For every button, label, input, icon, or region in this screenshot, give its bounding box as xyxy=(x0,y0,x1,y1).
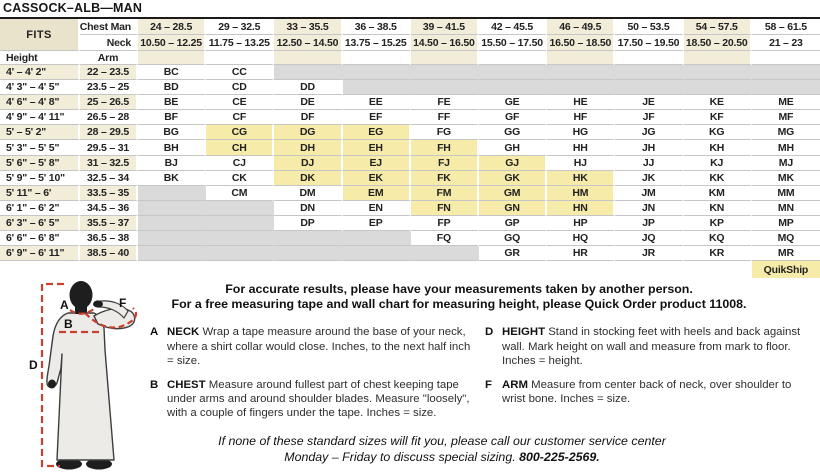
figure-hand-right xyxy=(93,301,103,308)
na-cell xyxy=(479,65,547,80)
instruction-letter: D xyxy=(485,326,494,339)
size-code-cell: CK xyxy=(206,171,274,186)
na-cell xyxy=(274,231,342,246)
neck-range-cell: 16.50 – 18.50 xyxy=(547,35,615,51)
size-code-cell: BJ xyxy=(138,156,206,171)
figure-label-d: D xyxy=(29,358,38,373)
na-cell xyxy=(411,246,479,261)
arm-cell: 31 – 32.5 xyxy=(80,156,138,171)
size-code-cell: CJ xyxy=(206,156,274,171)
figure-label-a: A xyxy=(60,298,69,313)
size-code-cell: DN xyxy=(274,201,342,216)
instruction-text: CHEST Measure around fullest part of chest keeping tape under arms and around shoulder blades. Measure "loosely", with a couple of fingers under the tape. Inches = size. xyxy=(167,378,470,420)
instruction-keyword: NECK xyxy=(167,326,203,339)
instruction-keyword: ARM xyxy=(502,378,532,391)
instruction-letter: B xyxy=(150,378,159,391)
height-cell: 4' 9" – 4' 11" xyxy=(0,110,80,125)
size-code-cell: BH xyxy=(138,140,206,155)
size-code-cell: KJ xyxy=(684,156,752,171)
arm-cell: 35.5 – 37 xyxy=(80,216,138,231)
na-cell xyxy=(343,80,411,95)
na-cell xyxy=(752,65,820,80)
figure-label-b: B xyxy=(64,317,73,332)
accuracy-note-line2: For a free measuring tape and wall chart for measuring height, please Quick Order product 11008. xyxy=(171,296,747,311)
measurement-figure xyxy=(2,280,142,475)
size-code-cell: GF xyxy=(479,110,547,125)
chest-range-cell: 54 – 57.5 xyxy=(684,19,752,35)
size-code-cell: JR xyxy=(615,246,683,261)
chest-range-cell: 46 – 49.5 xyxy=(547,19,615,35)
na-cell xyxy=(411,65,479,80)
phone-number: 800-225-2569. xyxy=(519,450,600,465)
empty-cell xyxy=(752,51,820,65)
page-title: CASSOCK–ALB—MAN xyxy=(0,0,820,19)
size-code-cell: MG xyxy=(752,125,820,140)
size-code-cell: KP xyxy=(684,216,752,231)
size-code-cell: EK xyxy=(343,171,411,186)
size-code-cell: FK xyxy=(411,171,479,186)
figure-label-f: F xyxy=(119,296,127,311)
size-code-cell: MP xyxy=(752,216,820,231)
na-cell xyxy=(684,80,752,95)
neck-label: Neck xyxy=(80,35,138,51)
size-code-cell: BF xyxy=(138,110,206,125)
size-code-cell: FQ xyxy=(411,231,479,246)
size-code-cell: JM xyxy=(615,186,683,201)
height-cell: 6' 3" – 6' 5" xyxy=(0,216,80,231)
figure-hand-left xyxy=(48,380,56,389)
size-code-cell: FE xyxy=(411,95,479,110)
size-code-cell: CE xyxy=(206,95,274,110)
na-cell xyxy=(138,231,206,246)
measuring-section xyxy=(0,278,820,475)
instruction-keyword: CHEST xyxy=(167,378,209,391)
instruction-letter: F xyxy=(485,378,492,391)
na-cell xyxy=(138,246,206,261)
size-code-cell: FP xyxy=(411,216,479,231)
size-code-cell: BG xyxy=(138,125,206,140)
size-code-cell: MN xyxy=(752,201,820,216)
instruction-text: HEIGHT Stand in stocking feet with heels and back against wall. Mark height on wall and measure from mark to floor. Inches = height. xyxy=(502,326,801,367)
arm-cell: 38.5 – 40 xyxy=(80,246,138,261)
accuracy-note xyxy=(148,282,770,311)
size-code-cell: HH xyxy=(547,140,615,155)
height-cell: 5' – 5' 2" xyxy=(0,125,80,140)
empty-cell xyxy=(138,51,206,65)
size-code-cell: MQ xyxy=(752,231,820,246)
size-code-cell: MJ xyxy=(752,156,820,171)
size-code-cell: FM xyxy=(411,186,479,201)
na-cell xyxy=(343,231,411,246)
size-code-cell: KE xyxy=(684,95,752,110)
size-code-cell: GM xyxy=(479,186,547,201)
height-cell: 5' 9" – 5' 10" xyxy=(0,171,80,186)
na-cell xyxy=(206,201,274,216)
instruction-text: NECK Wrap a tape measure around the base of your neck, where a shirt collar would close. Inches, to the next half inch = size. xyxy=(167,326,471,367)
arm-cell: 28 – 29.5 xyxy=(80,125,138,140)
size-code-cell: GH xyxy=(479,140,547,155)
arm-cell: 33.5 – 35 xyxy=(80,186,138,201)
size-code-cell: EF xyxy=(343,110,411,125)
chest-range-cell: 36 – 38.5 xyxy=(343,19,411,35)
figure-head xyxy=(70,281,93,309)
size-code-cell: DK xyxy=(274,171,342,186)
size-code-cell: HP xyxy=(547,216,615,231)
size-code-cell: MK xyxy=(752,171,820,186)
size-code-cell: KR xyxy=(684,246,752,261)
na-cell xyxy=(274,246,342,261)
size-code-cell: JP xyxy=(615,216,683,231)
empty-cell xyxy=(206,51,274,65)
special-sizing-line1: If none of these standard sizes will fit you, please call our customer service center xyxy=(218,434,666,449)
size-code-cell: CM xyxy=(206,186,274,201)
arm-cell: 34.5 – 36 xyxy=(80,201,138,216)
size-code-cell: CF xyxy=(206,110,274,125)
size-code-cell: EM xyxy=(343,186,411,201)
empty-cell xyxy=(547,51,615,65)
size-code-cell: GN xyxy=(479,201,547,216)
size-code-cell: EP xyxy=(343,216,411,231)
special-sizing-line2: Monday – Friday to discuss special sizing. 800-225-2569. xyxy=(284,450,600,465)
size-code-cell: BK xyxy=(138,171,206,186)
size-code-cell: CH xyxy=(206,140,274,155)
arm-cell: 23.5 – 25 xyxy=(80,80,138,95)
neck-range-cell: 13.75 – 15.25 xyxy=(343,35,411,51)
na-cell xyxy=(206,231,274,246)
empty-cell xyxy=(684,51,752,65)
height-cell: 5' 11" – 6' xyxy=(0,186,80,201)
size-code-cell: JN xyxy=(615,201,683,216)
accuracy-note-line1: For accurate results, please have your measurements taken by another person. xyxy=(225,282,693,297)
size-code-cell: HK xyxy=(547,171,615,186)
height-cell: 4' – 4' 2" xyxy=(0,65,80,80)
height-cell: 6' 9" – 6' 11" xyxy=(0,246,80,261)
size-code-cell: BE xyxy=(138,95,206,110)
chest-man-label: Chest Man xyxy=(80,19,138,35)
chest-range-cell: 39 – 41.5 xyxy=(411,19,479,35)
size-code-cell: FN xyxy=(411,201,479,216)
size-code-cell: BD xyxy=(138,80,206,95)
size-code-cell: EG xyxy=(343,125,411,140)
na-cell xyxy=(615,65,683,80)
size-code-cell: CD xyxy=(206,80,274,95)
neck-range-cell: 12.50 – 14.50 xyxy=(274,35,342,51)
height-cell: 6' 1" – 6' 2" xyxy=(0,201,80,216)
chest-range-cell: 33 – 35.5 xyxy=(274,19,342,35)
size-code-cell: GR xyxy=(479,246,547,261)
height-cell: 5' 6" – 5' 8" xyxy=(0,156,80,171)
size-code-cell: DJ xyxy=(274,156,342,171)
height-cell: 5' 3" – 5' 5" xyxy=(0,140,80,155)
size-code-cell: ME xyxy=(752,95,820,110)
size-code-cell: GG xyxy=(479,125,547,140)
size-code-cell: EH xyxy=(343,140,411,155)
na-cell xyxy=(274,65,342,80)
cassock-body xyxy=(47,313,114,460)
size-code-cell: MM xyxy=(752,186,820,201)
neck-range-cell: 21 – 23 xyxy=(752,35,820,51)
size-code-cell: KG xyxy=(684,125,752,140)
size-code-cell: HR xyxy=(547,246,615,261)
cassock-raised-arm xyxy=(94,309,135,329)
size-code-cell: EN xyxy=(343,201,411,216)
neck-range-cell: 10.50 – 12.25 xyxy=(138,35,206,51)
height-cell: 4' 6" – 4' 8" xyxy=(0,95,80,110)
size-code-cell: HG xyxy=(547,125,615,140)
neck-range-cell: 14.50 – 16.50 xyxy=(411,35,479,51)
na-cell xyxy=(343,65,411,80)
size-code-cell: HJ xyxy=(547,156,615,171)
size-code-cell: GQ xyxy=(479,231,547,246)
fits-label: FITS xyxy=(0,19,80,51)
arm-cell: 26.5 – 28 xyxy=(80,110,138,125)
neck-range-cell: 18.50 – 20.50 xyxy=(684,35,752,51)
size-code-cell: GJ xyxy=(479,156,547,171)
size-code-cell: EJ xyxy=(343,156,411,171)
instruction-keyword: HEIGHT xyxy=(502,326,549,339)
size-code-cell: KM xyxy=(684,186,752,201)
size-code-cell: JQ xyxy=(615,231,683,246)
size-code-cell: HE xyxy=(547,95,615,110)
empty-cell xyxy=(343,51,411,65)
size-code-cell: JJ xyxy=(615,156,683,171)
empty-cell xyxy=(411,51,479,65)
size-code-cell: GK xyxy=(479,171,547,186)
special-sizing-note xyxy=(148,433,736,465)
na-cell xyxy=(479,80,547,95)
size-code-cell: KQ xyxy=(684,231,752,246)
arm-cell: 36.5 – 38 xyxy=(80,231,138,246)
size-code-cell: MR xyxy=(752,246,820,261)
size-code-cell: HF xyxy=(547,110,615,125)
size-code-cell: EE xyxy=(343,95,411,110)
empty-cell xyxy=(615,51,683,65)
size-code-cell: JK xyxy=(615,171,683,186)
size-code-cell: KN xyxy=(684,201,752,216)
na-cell xyxy=(615,80,683,95)
instruction-item-chest xyxy=(150,378,471,420)
height-cell: 6' 6" – 6' 8" xyxy=(0,231,80,246)
size-code-cell: KF xyxy=(684,110,752,125)
instruction-item-height xyxy=(485,325,806,367)
na-cell xyxy=(752,80,820,95)
size-table xyxy=(0,19,820,278)
size-code-cell: GP xyxy=(479,216,547,231)
chest-range-cell: 58 – 61.5 xyxy=(752,19,820,35)
size-code-cell: KH xyxy=(684,140,752,155)
na-cell xyxy=(138,216,206,231)
quikship-badge: QuikShip xyxy=(752,261,820,278)
chest-range-cell: 50 – 53.5 xyxy=(615,19,683,35)
arm-cell: 29.5 – 31 xyxy=(80,140,138,155)
empty-cell xyxy=(479,51,547,65)
na-cell xyxy=(206,216,274,231)
measuring-text-block xyxy=(142,278,820,465)
na-cell xyxy=(343,246,411,261)
size-code-cell: FH xyxy=(411,140,479,155)
arm-label: Arm xyxy=(80,51,138,65)
arm-cell: 32.5 – 34 xyxy=(80,171,138,186)
size-code-cell: FJ xyxy=(411,156,479,171)
chest-range-cell: 29 – 32.5 xyxy=(206,19,274,35)
size-code-cell: DG xyxy=(274,125,342,140)
size-code-cell: JG xyxy=(615,125,683,140)
size-code-cell: DP xyxy=(274,216,342,231)
neck-range-cell: 17.50 – 19.50 xyxy=(615,35,683,51)
size-code-cell: HM xyxy=(547,186,615,201)
height-label: Height xyxy=(0,51,80,65)
height-cell: 4' 3" – 4' 5" xyxy=(0,80,80,95)
neck-range-cell: 11.75 – 13.25 xyxy=(206,35,274,51)
chest-range-cell: 42 – 45.5 xyxy=(479,19,547,35)
size-code-cell: MF xyxy=(752,110,820,125)
empty-cell xyxy=(274,51,342,65)
size-code-cell: DE xyxy=(274,95,342,110)
size-code-cell: BC xyxy=(138,65,206,80)
size-code-cell: HQ xyxy=(547,231,615,246)
size-code-cell: HN xyxy=(547,201,615,216)
na-cell xyxy=(206,246,274,261)
arm-cell: 22 – 23.5 xyxy=(80,65,138,80)
size-code-cell: DD xyxy=(274,80,342,95)
arm-cell: 25 – 26.5 xyxy=(80,95,138,110)
instruction-item-arm xyxy=(485,378,806,420)
size-code-cell: JE xyxy=(615,95,683,110)
size-code-cell: FF xyxy=(411,110,479,125)
na-cell xyxy=(684,65,752,80)
size-code-cell: DH xyxy=(274,140,342,155)
instruction-text: ARM Measure from center back of neck, over shoulder to wrist bone. Inches = size. xyxy=(502,378,792,406)
na-cell xyxy=(547,65,615,80)
size-code-cell: JH xyxy=(615,140,683,155)
measuring-instructions xyxy=(150,325,806,420)
size-code-cell: CC xyxy=(206,65,274,80)
size-code-cell: JF xyxy=(615,110,683,125)
na-cell xyxy=(138,201,206,216)
size-code-cell: DF xyxy=(274,110,342,125)
instruction-item-neck xyxy=(150,325,471,367)
size-code-cell: KK xyxy=(684,171,752,186)
neck-range-cell: 15.50 – 17.50 xyxy=(479,35,547,51)
size-code-cell: MH xyxy=(752,140,820,155)
size-code-cell: GE xyxy=(479,95,547,110)
chest-range-cell: 24 – 28.5 xyxy=(138,19,206,35)
size-code-cell: DM xyxy=(274,186,342,201)
na-cell xyxy=(138,186,206,201)
size-code-cell: CG xyxy=(206,125,274,140)
instruction-letter: A xyxy=(150,326,159,339)
na-cell xyxy=(547,80,615,95)
na-cell xyxy=(411,80,479,95)
size-code-cell: FG xyxy=(411,125,479,140)
